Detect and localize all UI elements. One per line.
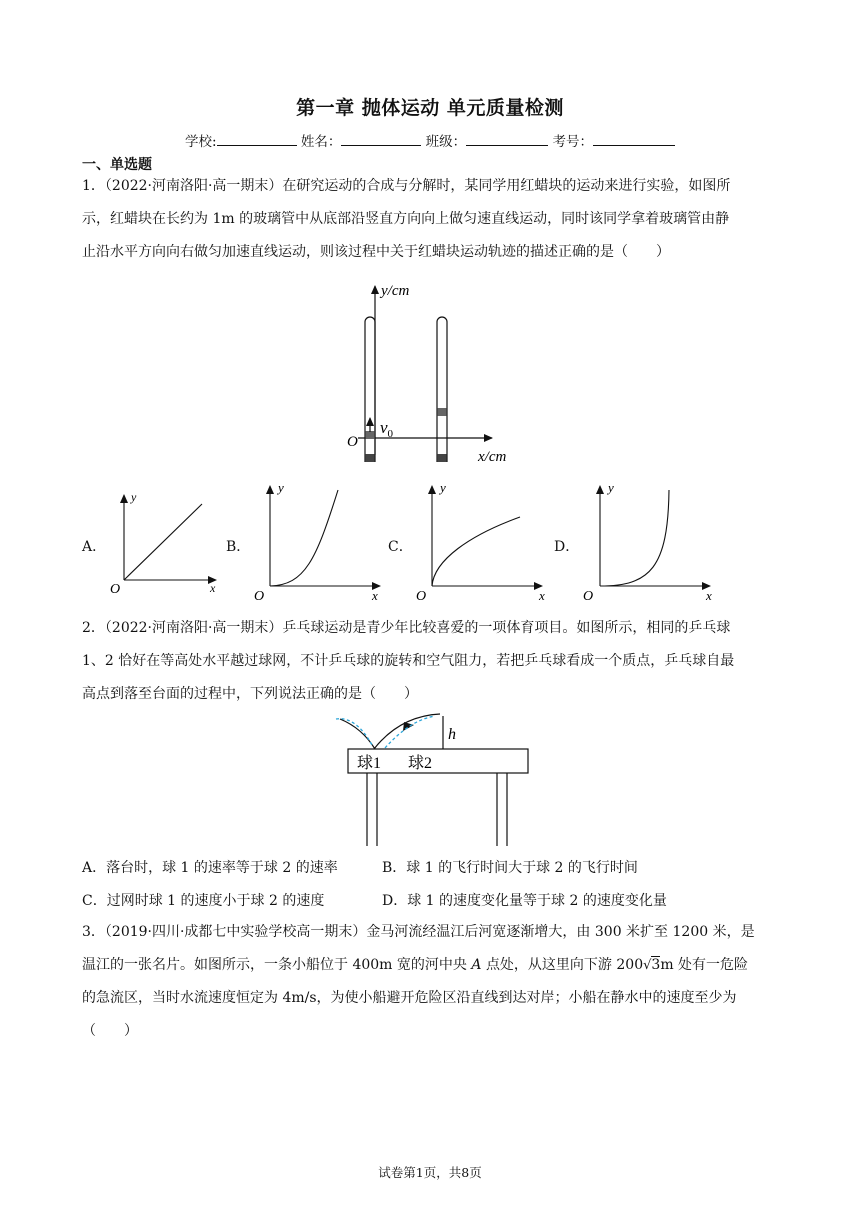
ball-1-label: 球1 bbox=[357, 755, 382, 772]
school-label: 学校: bbox=[185, 134, 217, 150]
question-2-line: 高点到落至台面的过程中，下列说法正确的是（ ） bbox=[82, 686, 418, 702]
option-graph-b bbox=[254, 480, 380, 604]
option-d[interactable]: D．球 1 的速度变化量等于球 2 的速度变化量 bbox=[382, 893, 667, 909]
name-label: 姓名： bbox=[300, 134, 342, 150]
ball-2-label: 球2 bbox=[408, 755, 433, 772]
question-1-line: 止沿水平方向向右做匀加速直线运动，则该过程中关于红蜡块运动轨迹的描述正确的是（ ） bbox=[82, 244, 670, 260]
question-3-line: 温江的一张名片。如图所示，一条小船位于 400m 宽的河中央 A 点处，从这里向下游 200√3m 处有一危险 bbox=[82, 957, 749, 973]
tube-2-bottom bbox=[438, 454, 447, 462]
axis-x-label: x bbox=[372, 588, 378, 603]
ball-2-path-left bbox=[336, 719, 372, 745]
axis-y-label: y bbox=[278, 480, 284, 495]
question-3-stem bbox=[82, 916, 782, 1048]
wax-block-2 bbox=[438, 408, 447, 416]
question-3-line: 3．（2019·四川·成都七中实验学校高一期末）金马河流经温江后河宽逐渐增大，由 300 米扩至 1200 米，是 bbox=[82, 924, 755, 940]
option-a[interactable]: A．落台时，球 1 的速率等于球 2 的速率 bbox=[82, 860, 338, 876]
option-c-label[interactable]: C． bbox=[388, 539, 413, 555]
ball-1-path bbox=[374, 714, 440, 749]
option-d-label[interactable]: D． bbox=[554, 539, 580, 555]
exam-number-label: 考号： bbox=[552, 134, 593, 150]
option-b[interactable]: B．球 1 的飞行时间大于球 2 的飞行时间 bbox=[382, 860, 638, 876]
trajectory-curve-c bbox=[432, 517, 520, 586]
axis-x-label: x bbox=[706, 588, 712, 603]
section-heading: 一、单选题 bbox=[82, 157, 152, 173]
point-a: A bbox=[471, 957, 482, 973]
x-axis-label: x/cm bbox=[478, 449, 507, 465]
option-c[interactable]: C．过网时球 1 的速度小于球 2 的速度 bbox=[82, 893, 325, 909]
trajectory-curve-b bbox=[270, 490, 338, 586]
table-tennis-figure bbox=[336, 714, 528, 846]
option-a-label[interactable]: A． bbox=[82, 539, 107, 555]
option-graph-d bbox=[583, 480, 712, 604]
velocity-label: $v_0$ bbox=[380, 418, 394, 440]
option-graph-a bbox=[110, 490, 216, 597]
origin-label: O bbox=[583, 589, 594, 604]
question-2-line: 1、2 恰好在等高处水平越过球网，不计乒乓球的旋转和空气阻力，若把乒乓球看成一个质点，乒乓球自最 bbox=[82, 653, 735, 669]
axis-y-label: y bbox=[608, 480, 614, 495]
trajectory-curve-d bbox=[600, 490, 669, 586]
glass-tube-2 bbox=[437, 317, 447, 462]
height-label: h bbox=[448, 726, 456, 743]
tube-figure bbox=[347, 283, 506, 465]
wax-block-1 bbox=[366, 431, 375, 439]
class-label: 班级： bbox=[425, 134, 467, 150]
trajectory-straight bbox=[124, 504, 202, 580]
origin-label: O bbox=[110, 582, 121, 597]
axis-y-label: y bbox=[131, 490, 137, 504]
question-2-stem bbox=[82, 612, 782, 711]
axis-y-label: y bbox=[440, 480, 446, 495]
y-axis-label: y/cm bbox=[381, 283, 410, 299]
glass-tube-1 bbox=[365, 317, 375, 462]
option-b-label[interactable]: B． bbox=[226, 539, 251, 555]
sqrt-radicand: 3 bbox=[651, 957, 661, 973]
origin-label: O bbox=[347, 434, 358, 450]
question-1-line: 1．（2022·河南洛阳·高一期末）在研究运动的合成与分解时，某同学用红蜡块的运动来进行实验，如图所 bbox=[82, 178, 731, 194]
question-1-line: 示，红蜡块在长约为 1m 的玻璃管中从底部沿竖直方向向上做匀速直线运动，同时该同学拿着玻璃管由静 bbox=[82, 211, 730, 227]
axis-x-label: x bbox=[539, 588, 545, 603]
tube-1-bottom bbox=[366, 454, 375, 462]
question-2-line: 2．（2022·河南洛阳·高一期末）乒乓球运动是青少年比较喜爱的一项体育项目。如图所示，相同的乒乓球 bbox=[82, 620, 731, 636]
origin-label: O bbox=[254, 589, 265, 604]
question-3-line: 的急流区，当时水流速度恒定为 4m/s，为使小船避开危险区沿直线到达对岸；小船在静水中的速度至少为 bbox=[82, 990, 737, 1006]
axis-x-label: x bbox=[210, 581, 216, 595]
page-title: 第一章 抛体运动 单元质量检测 bbox=[296, 97, 564, 119]
ball-1-path-left bbox=[340, 719, 375, 749]
origin-label: O bbox=[416, 589, 427, 604]
question-3-line: （ ） bbox=[82, 1023, 138, 1039]
page-footer: 试卷第1页，共8页 bbox=[378, 1165, 482, 1180]
option-graph-c bbox=[416, 480, 545, 604]
ball-1-arrow bbox=[403, 722, 414, 731]
